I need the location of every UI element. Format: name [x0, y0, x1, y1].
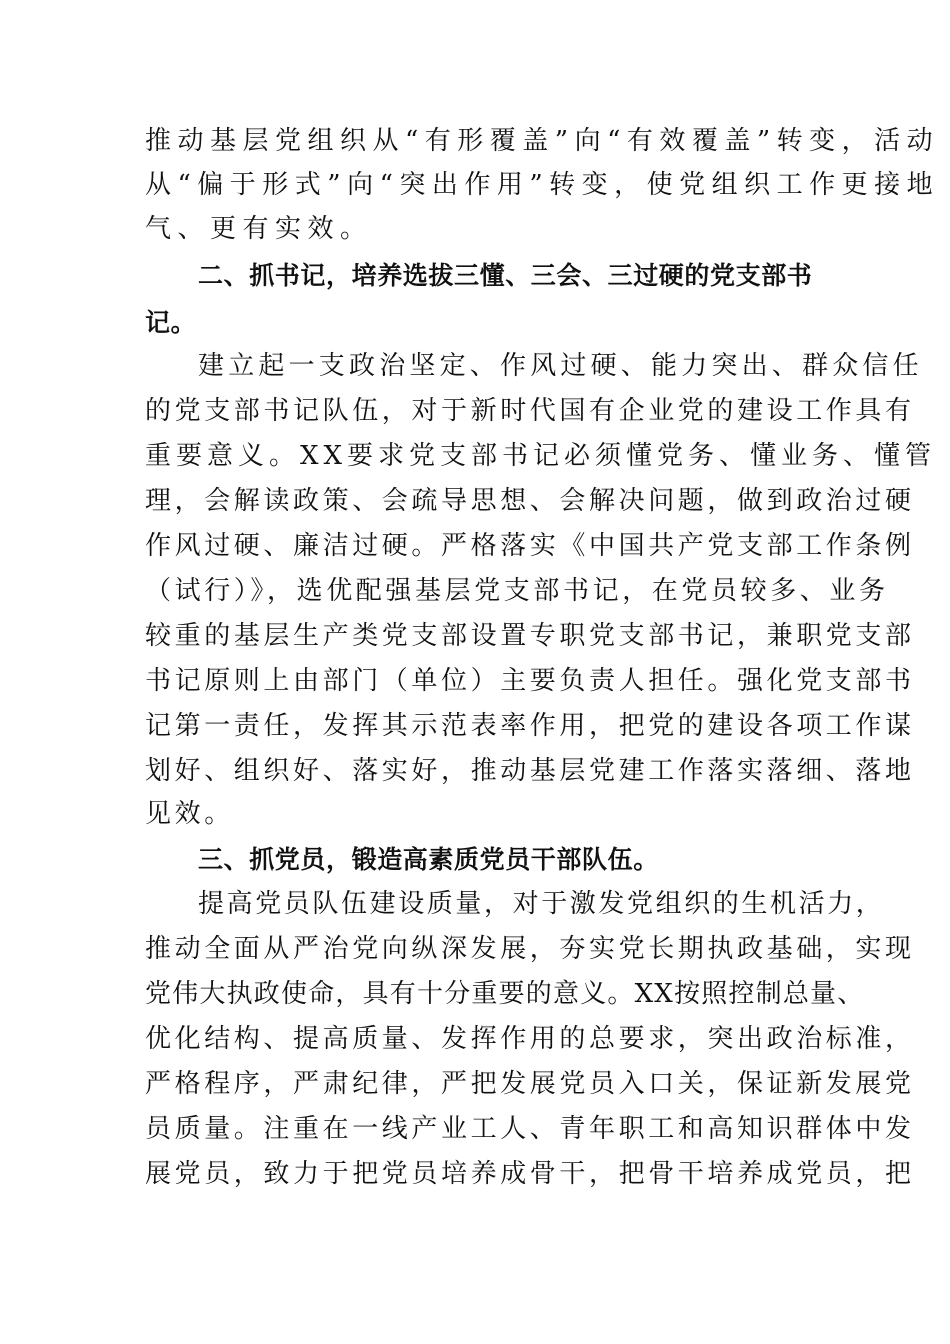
text-line: 展党员，致力于把党员培养成骨干，把骨干培养成党员，把 [145, 1159, 915, 1189]
text-line: 重要意义。XX要求党支部书记必须懂党务、懂业务、懂管 [145, 441, 937, 471]
text-line: 书记原则上由部门（单位）主要负责人担任。强化党支部书 [145, 666, 915, 696]
text-line: 提高党员队伍建设质量，对于激发党组织的生机活力， [198, 889, 885, 919]
text-line: 党伟大执政使命，具有十分重要的意义。XX按照控制总量、 [145, 979, 865, 1009]
text-line: （试行）》，选优配强基层党支部书记，在党员较多、业务 [145, 576, 889, 606]
text-line: 理，会解读政策、会疏导思想、会解决问题，做到政治过硬 [145, 486, 915, 516]
section-heading-continued: 记。 [145, 308, 197, 337]
text-line: 划好、组织好、落实好，推动基层党建工作落实落细、落地 [145, 756, 915, 786]
section-heading: 二、抓书记，培养选拔三懂、三会、三过硬的党支部书 [198, 261, 813, 290]
text-line: 推动全面从严治党向纵深发展，夯实党长期执政基础，实现 [145, 934, 915, 964]
text-line: 员质量。注重在一线产业工人、青年职工和高知识群体中发 [145, 1114, 915, 1144]
text-line: 见效。 [145, 799, 234, 829]
text-line: 优化结构、提高质量、发挥作用的总要求，突出政治标准， [145, 1024, 915, 1054]
text-line: 严格程序，严肃纪律，严把发展党员入口关，保证新发展党 [145, 1069, 915, 1099]
section-heading: 三、抓党员，锻造高素质党员干部队伍。 [198, 845, 659, 874]
text-line: 作风过硬、廉洁过硬。严格落实《中国共产党支部工作条例 [145, 531, 915, 561]
text-line: 建立起一支政治坚定、作风过硬、能力突出、群众信任 [198, 351, 923, 381]
text-line: 记第一责任，发挥其示范表率作用，把党的建设各项工作谋 [145, 711, 915, 741]
text-line: 较重的基层生产类党支部设置专职党支部书记，兼职党支部 [145, 621, 915, 651]
text-line: 的党支部书记队伍，对于新时代国有企业党的建设工作具有 [145, 396, 915, 426]
text-line: 从“偏于形式”向“突出作用”转变，使党组织工作更接地 [145, 170, 940, 200]
text-line: 推动基层党组织从“有形覆盖”向“有效覆盖”转变，活动 [145, 126, 940, 156]
text-line: 气、更有实效。 [145, 214, 373, 244]
